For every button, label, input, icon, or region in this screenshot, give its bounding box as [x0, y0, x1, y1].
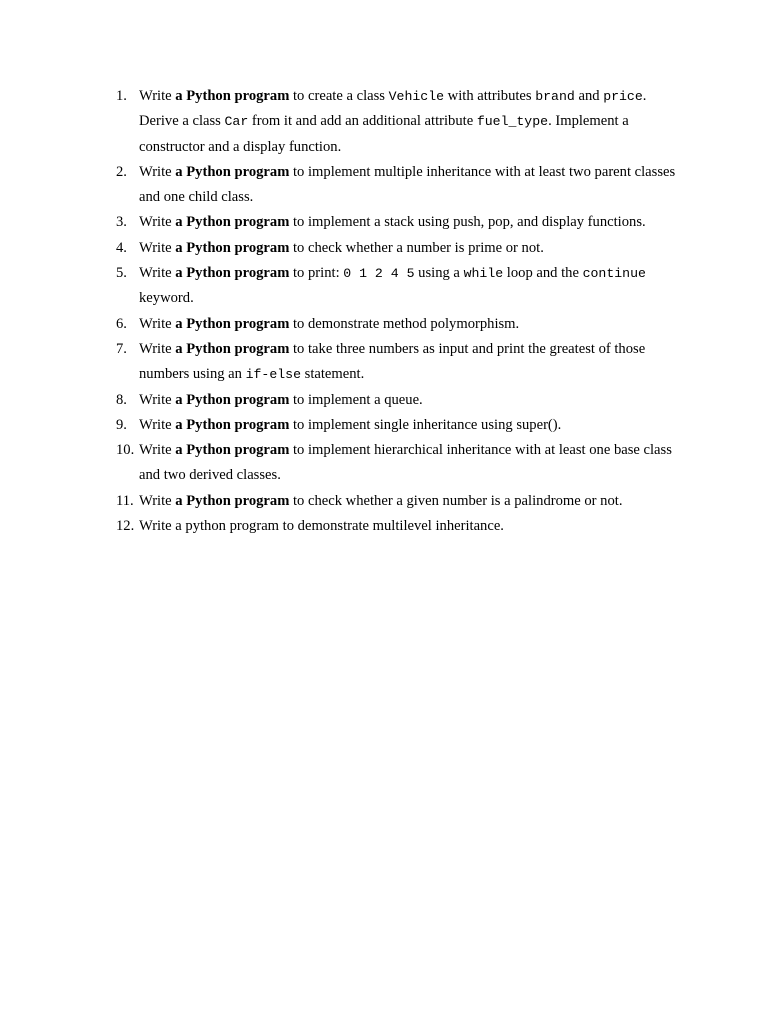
- code-snippet: while: [463, 266, 504, 282]
- text-run: Write: [139, 88, 176, 104]
- question-item: [116, 337, 676, 388]
- question-text: [139, 514, 676, 539]
- question-list: [116, 84, 676, 539]
- question-item: [116, 514, 676, 539]
- text-run: to check whether a number is prime or not.: [289, 239, 544, 256]
- question-item: [116, 261, 676, 312]
- question-item: [116, 489, 676, 514]
- text-run: Write: [139, 340, 176, 357]
- text-run: with attributes: [444, 88, 536, 104]
- question-text: [139, 261, 676, 312]
- question-text: [139, 312, 676, 337]
- question-item: [116, 210, 676, 235]
- question-number: 8.: [116, 391, 127, 408]
- text-run: . Derive a class: [139, 88, 647, 130]
- text-run: and: [574, 88, 604, 104]
- question-item: [116, 312, 676, 337]
- question-number: 3.: [116, 214, 127, 231]
- text-run: Write: [139, 442, 176, 459]
- question-item: [116, 236, 676, 261]
- question-number: 10.: [116, 442, 135, 459]
- question-number: 11.: [116, 492, 134, 509]
- bold-phrase: a Python program: [175, 214, 290, 231]
- text-run: to create a class: [289, 88, 389, 104]
- question-number: 2.: [116, 163, 127, 180]
- text-run: Write: [139, 265, 176, 282]
- text-run: to implement multiple inheritance with at least two parent classes and one child class.: [139, 163, 676, 206]
- question-number: 5.: [116, 265, 127, 282]
- bold-phrase: a Python program: [175, 239, 290, 256]
- text-run: to take three numbers as input and print the greatest of those numbers using an: [139, 340, 646, 383]
- question-item: [116, 388, 676, 413]
- question-number: 12.: [116, 518, 135, 535]
- question-item: [116, 438, 676, 489]
- code-snippet: price: [603, 89, 643, 104]
- text-run: Write: [139, 391, 176, 408]
- code-snippet: Car: [224, 114, 249, 130]
- text-run: to demonstrate method polymorphism.: [289, 315, 520, 332]
- text-run: to implement a queue.: [289, 391, 423, 408]
- bold-phrase: a Python program: [175, 88, 290, 104]
- question-item: [116, 84, 676, 160]
- question-text: [139, 84, 676, 160]
- text-run: to check whether a given number is a palindrome or not.: [289, 492, 623, 509]
- question-number: 6.: [116, 315, 127, 332]
- question-number: 1.: [116, 88, 127, 104]
- text-run: loop and the: [503, 265, 583, 282]
- bold-phrase: a Python program: [175, 340, 290, 357]
- text-run: keyword.: [139, 290, 194, 307]
- code-snippet: fuel_type: [476, 114, 549, 130]
- text-run: statement.: [301, 366, 365, 383]
- question-text: [139, 489, 676, 514]
- question-number: 4.: [116, 239, 127, 256]
- question-number: 7.: [116, 340, 127, 357]
- question-text: [139, 236, 676, 261]
- text-run: Write: [139, 416, 176, 433]
- question-text: [139, 413, 676, 438]
- text-run: to implement single inheritance using super().: [289, 416, 562, 433]
- text-run: from it and add an additional attribute: [248, 113, 477, 130]
- text-run: Write: [139, 239, 176, 256]
- question-number: 9.: [116, 416, 127, 433]
- code-snippet: brand: [535, 89, 575, 104]
- text-run: . Implement a constructor and a display function.: [139, 113, 629, 155]
- code-snippet: Vehicle: [388, 89, 445, 104]
- bold-phrase: a Python program: [175, 163, 290, 180]
- question-text: [139, 438, 676, 489]
- code-snippet: continue: [582, 266, 646, 282]
- bold-phrase: a Python program: [175, 492, 290, 509]
- question-text: [139, 160, 676, 211]
- question-text: [139, 337, 676, 388]
- bold-phrase: a Python program: [175, 416, 290, 433]
- text-run: to print:: [289, 265, 344, 282]
- question-text: [139, 388, 676, 413]
- text-run: Write: [139, 163, 176, 180]
- bold-phrase: a Python program: [175, 391, 290, 408]
- bold-phrase: a Python program: [175, 442, 290, 459]
- text-run: using a: [414, 265, 464, 282]
- bold-phrase: a Python program: [175, 315, 290, 332]
- question-item: [116, 160, 676, 211]
- bold-phrase: a Python program: [175, 265, 290, 282]
- text-run: Write: [139, 315, 176, 332]
- text-run: Write a python program to demonstrate multilevel inheritance.: [139, 518, 504, 535]
- text-run: Write: [139, 214, 176, 231]
- text-run: Write: [139, 492, 176, 509]
- code-snippet: 0 1 2 4 5: [343, 266, 415, 282]
- question-item: [116, 413, 676, 438]
- code-snippet: if-else: [245, 367, 302, 383]
- question-text: [139, 210, 676, 235]
- text-run: to implement a stack using push, pop, and display functions.: [289, 214, 646, 231]
- text-run: to implement hierarchical inheritance with at least one base class and two derived classes.: [139, 442, 672, 484]
